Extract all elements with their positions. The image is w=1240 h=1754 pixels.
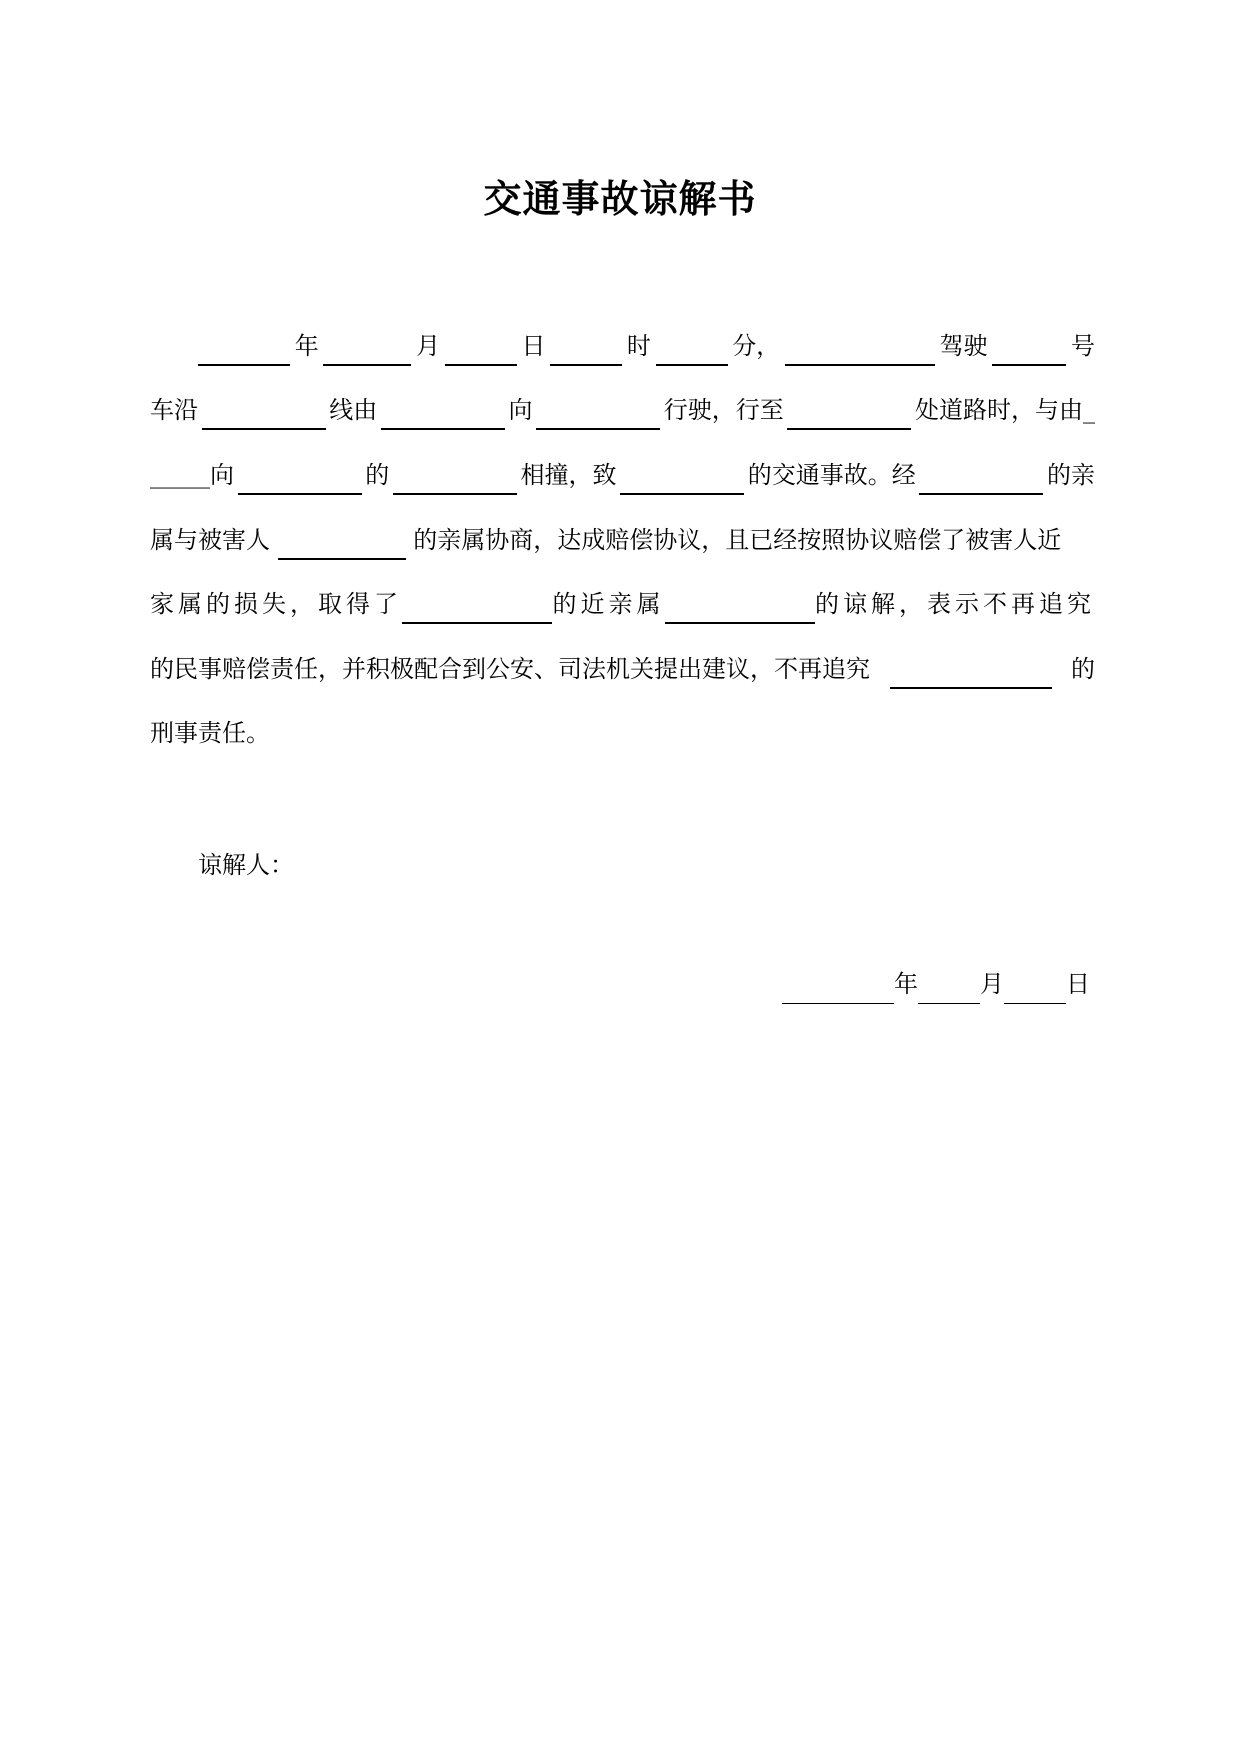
text-segment: 的亲 [1047, 461, 1095, 489]
signature-date [782, 964, 1090, 1004]
blank-relative-name[interactable] [665, 592, 815, 624]
text-segment: 属与被害人 [150, 526, 270, 554]
text-segment: 的交通事故。经 [747, 461, 916, 489]
blank-month[interactable] [323, 334, 411, 366]
blank-sign-day[interactable] [1004, 973, 1066, 1004]
blank-to-direction[interactable] [536, 398, 660, 430]
text-segment: 刑事责任。 [150, 719, 270, 747]
blank-hour[interactable] [550, 334, 622, 366]
text-segment: 的亲属协商，达成赔偿协议，且已经按照协议赔偿了被害人近 [413, 526, 1062, 554]
text-plate: 号 [1070, 332, 1095, 360]
text-segment: 线由 [329, 396, 378, 424]
text-segment: 家属的损失，取得了 [150, 590, 402, 618]
paragraph-line-5 [150, 584, 1095, 624]
blank-location[interactable] [787, 398, 911, 430]
text-day: 日 [1066, 970, 1090, 998]
text-segment: 相撞，致 [520, 461, 617, 489]
blank-year[interactable] [198, 334, 290, 366]
paragraph-line-4 [150, 520, 1095, 560]
document-title: 交通事故谅解书 [483, 176, 757, 221]
text-segment: 的 [365, 461, 390, 489]
text-drive: 驾驶 [939, 332, 988, 360]
blank-consequence[interactable] [620, 463, 744, 495]
text-month: 月 [416, 332, 441, 360]
text-day: 日 [521, 332, 546, 360]
blank-victim-name[interactable] [278, 528, 406, 560]
blank-sign-month[interactable] [918, 973, 980, 1004]
blank-other-vehicle[interactable] [393, 463, 517, 495]
paragraph-line-1 [150, 326, 1095, 366]
text-year: 年 [294, 332, 319, 360]
text-segment: 的谅解，表示不再追究 [815, 590, 1095, 618]
blank-driver[interactable] [785, 334, 935, 366]
text-hour: 时 [626, 332, 651, 360]
text-segment: 向 [508, 396, 533, 424]
blank-minute[interactable] [656, 334, 728, 366]
paragraph-line-2 [150, 390, 1095, 430]
text-month: 月 [980, 970, 1004, 998]
blank-sign-year[interactable] [782, 973, 894, 1004]
blank-from-direction[interactable] [381, 398, 505, 430]
paragraph-line-6 [150, 649, 1095, 689]
text-segment: 的民事赔偿责任，并积极配合到公安、司法机关提出建议，不再追究 [150, 655, 870, 683]
blank-day[interactable] [445, 334, 517, 366]
blank-plate[interactable] [992, 334, 1066, 366]
text-year: 年 [894, 970, 918, 998]
blank-road[interactable] [202, 398, 326, 430]
text-segment: 的近亲属 [552, 590, 665, 618]
blank-other-direction[interactable] [238, 463, 362, 495]
signer-label: 谅解人： [198, 851, 294, 879]
blank-victim-name-2[interactable] [402, 592, 552, 624]
text-segment: 车沿 [150, 396, 198, 424]
paragraph-line-7 [150, 713, 1095, 753]
blank-responsible-party[interactable] [890, 657, 1052, 689]
text-segment: 处道路时，与由_ [915, 396, 1095, 424]
text-segment: 行驶，行至 [663, 396, 784, 424]
paragraph-line-3 [150, 455, 1095, 495]
blank-party-name[interactable] [919, 463, 1043, 495]
text-segment: 的 [1071, 655, 1095, 683]
text-segment: _____向 [150, 461, 234, 489]
text-minute: 分， [732, 332, 781, 360]
